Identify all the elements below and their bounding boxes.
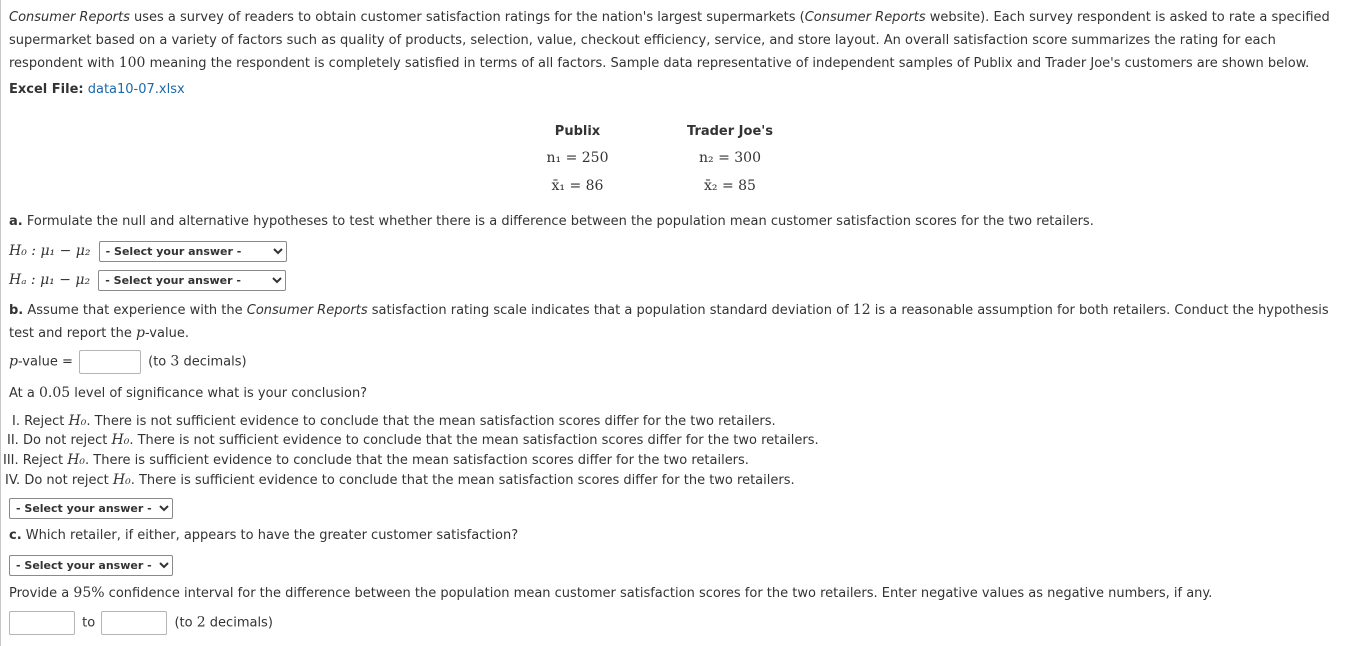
decimals-hint: decimals) <box>179 354 247 370</box>
ha-label: Hₐ : μ₁ − μ₂ <box>9 272 91 288</box>
question-content <box>9 6 1345 100</box>
p-value-label: -value = <box>17 354 73 370</box>
intro-text: uses a survey of readers to obtain customer satisfaction ratings for the nation's largest supermarkets ( <box>129 10 805 25</box>
h0-symbol: H₀ <box>112 472 131 488</box>
column-header-publix: Publix <box>554 123 601 139</box>
conclusion-select[interactable] <box>9 498 173 519</box>
p-value-row <box>9 350 247 374</box>
part-b-text: test and report the <box>9 326 136 341</box>
left-border <box>0 0 1 646</box>
table-row <box>520 144 825 172</box>
source-name: Consumer Reports <box>804 10 926 25</box>
ci-lower-input[interactable] <box>9 611 75 635</box>
source-name: Consumer Reports <box>9 10 130 25</box>
conclusion-option-2 <box>7 432 819 448</box>
option-text: Reject <box>19 414 69 429</box>
to-label: to <box>82 615 96 631</box>
decimals-hint: (to <box>148 354 171 370</box>
part-letter: b. <box>9 303 24 318</box>
part-letter: c. <box>9 528 22 543</box>
table-cell: n₁ = 250 <box>546 150 609 166</box>
significance-text: level of significance what is your conclusion? <box>70 386 368 401</box>
h0-select[interactable] <box>99 241 287 262</box>
part-c-prompt <box>9 528 518 543</box>
conclusion-option-3 <box>3 452 749 468</box>
excel-file-link[interactable]: data10-07.xlsx <box>87 82 185 97</box>
score-max: 100 <box>118 55 146 71</box>
excel-file-label: Excel File: <box>9 82 84 97</box>
table-header-row <box>520 118 825 144</box>
part-a-prompt <box>9 214 1094 229</box>
table-cell: n₂ = 300 <box>699 150 761 166</box>
sample-data-table <box>520 118 825 200</box>
null-hypothesis-row <box>9 241 287 262</box>
part-b-prompt-line-2 <box>9 325 189 341</box>
intro-text: website). Each survey respondent is asked to rate a specified supermarket based on a variety of factors such as quality of products, selection, value, checkout efficiency, service, and store layout. An overall satisfaction score summarizes the rating for each respondent with <box>9 10 1330 71</box>
conclusion-option-4 <box>5 472 795 488</box>
part-b-text: Assume that experience with the <box>23 303 247 318</box>
decimals-hint: (to <box>174 615 197 631</box>
confidence-level: 95% <box>73 585 105 601</box>
column-header-trader-joes: Trader Joe's <box>687 123 773 139</box>
conclusion-option-1 <box>12 413 776 429</box>
ci-text: confidence interval for the difference between the population mean customer satisfaction scores for the two retailers. Enter negative values as negative numbers, if any. <box>104 586 1213 601</box>
alt-hypothesis-row <box>9 270 286 291</box>
intro-paragraph <box>9 6 1345 75</box>
source-name: Consumer Reports <box>246 303 368 318</box>
confidence-interval-row <box>7 611 273 635</box>
table-cell: x̄₂ = 85 <box>704 178 756 194</box>
ci-upper-input[interactable] <box>101 611 167 635</box>
option-number: IV. <box>5 473 21 488</box>
p-value-input[interactable] <box>79 350 141 374</box>
option-number: II. <box>7 433 19 448</box>
table-cell: x̄₁ = 86 <box>551 178 604 194</box>
option-number: I. <box>12 414 20 429</box>
retailer-select[interactable] <box>9 555 173 576</box>
option-text: . There is sufficient evidence to conclude that the mean satisfaction scores differ for the two retailers. <box>85 453 749 468</box>
sigma-value: 12 <box>852 302 871 318</box>
table-row <box>520 172 825 200</box>
option-text: . There is sufficient evidence to conclude that the mean satisfaction scores differ for the two retailers. <box>130 473 795 488</box>
ha-select[interactable] <box>98 270 286 291</box>
part-b-text: satisfaction rating scale indicates that a population standard deviation of <box>367 303 853 318</box>
part-b-text: is a reasonable assumption for both retailers. Conduct the hypothesis <box>870 303 1329 318</box>
decimals-count: 2 <box>196 614 206 631</box>
part-b-text: -value. <box>144 326 189 341</box>
option-text: Do not reject <box>20 473 113 488</box>
significance-question <box>9 385 367 401</box>
excel-file-line <box>9 80 1345 100</box>
decimals-hint: decimals) <box>205 615 273 631</box>
option-text: Do not reject <box>18 433 112 448</box>
option-number: III. <box>3 453 19 468</box>
p-symbol: p <box>136 325 145 341</box>
option-text: Reject <box>18 453 68 468</box>
intro-text: meaning the respondent is completely satisfied in terms of all factors. Sample data representative of independent samples of Publix and Trader Joe's customers are shown below. <box>145 56 1310 71</box>
retailer-select-row <box>9 555 173 576</box>
p-symbol: p <box>9 353 18 370</box>
option-text: . There is not sufficient evidence to conclude that the mean satisfaction scores differ for the two retailers. <box>86 414 776 429</box>
part-letter: a. <box>9 214 23 229</box>
significance-text: At a <box>9 386 39 401</box>
h0-symbol: H₀ <box>111 432 130 448</box>
part-b-prompt <box>9 302 1329 318</box>
part-a-text: Formulate the null and alternative hypotheses to test whether there is a difference between the population mean customer satisfaction scores for the two retailers. <box>22 214 1094 229</box>
confidence-interval-prompt <box>9 585 1212 601</box>
h0-label: H₀ : μ₁ − μ₂ <box>9 243 91 259</box>
significance-level: 0.05 <box>39 385 71 401</box>
part-c-text: Which retailer, if either, appears to have the greater customer satisfaction? <box>21 528 519 543</box>
conclusion-select-row <box>9 498 173 519</box>
h0-symbol: H₀ <box>68 413 87 429</box>
option-text: . There is not sufficient evidence to conclude that the mean satisfaction scores differ for the two retailers. <box>129 433 819 448</box>
ci-text: Provide a <box>9 586 74 601</box>
decimals-count: 3 <box>170 353 180 370</box>
h0-symbol: H₀ <box>67 452 86 468</box>
